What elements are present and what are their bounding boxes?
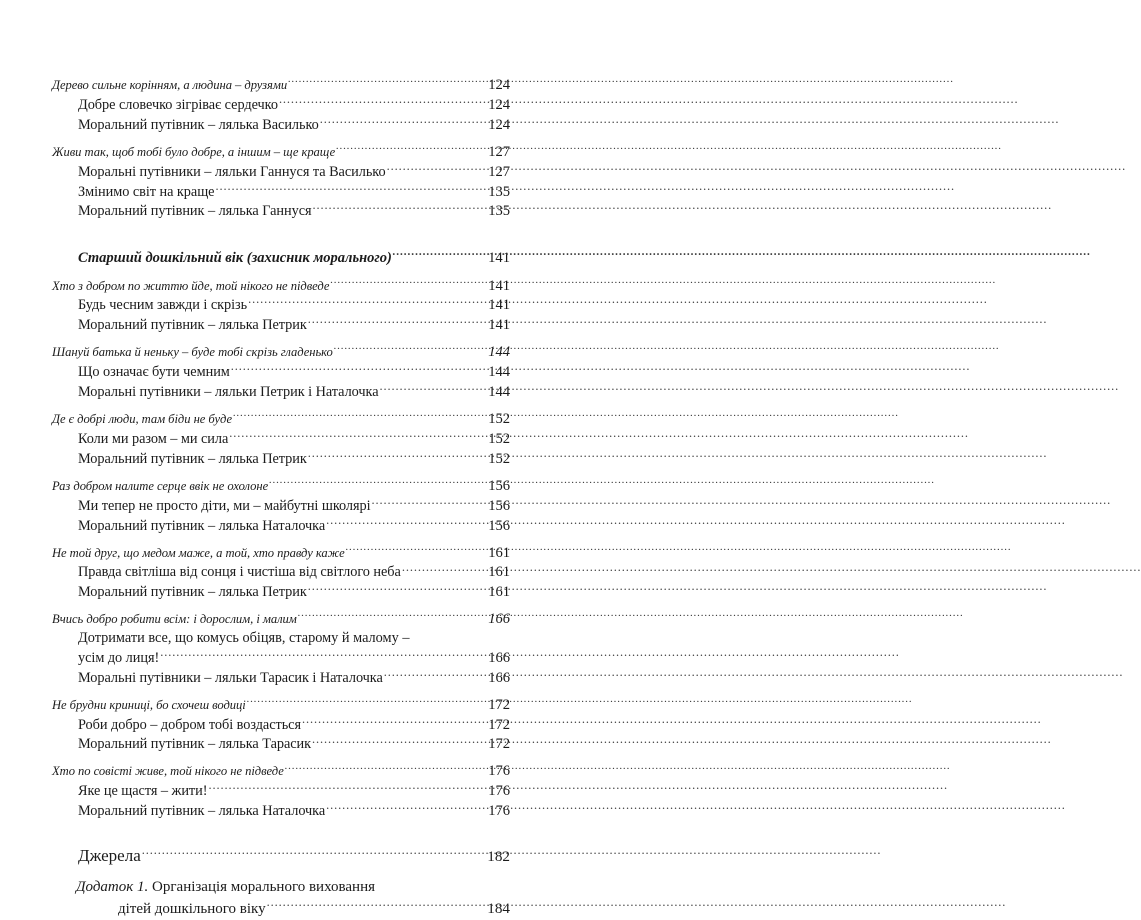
- sources-entry-label: Джерела: [78, 846, 141, 866]
- dot-leader: [288, 76, 481, 89]
- dot-leader: [336, 143, 481, 156]
- toc-entry-a1-1-label: Змінимо світ на краще: [78, 183, 215, 200]
- sources-entry[interactable]: [78, 844, 510, 868]
- toc-entry-c0-1-page: 172: [488, 736, 510, 753]
- appendix-title-line2[interactable]: [118, 898, 510, 920]
- dot-leader: [285, 763, 482, 776]
- toc-entry-b4-1-page: 161: [488, 584, 510, 601]
- toc-entry-a0-0-page: 124: [488, 96, 510, 113]
- toc-entry-b0-1[interactable]: [78, 315, 510, 335]
- toc-entry-b4-1[interactable]: [78, 582, 510, 602]
- toc-entry-b0-1-page: 141: [488, 317, 510, 334]
- toc-heading-b4-page: 161: [488, 544, 510, 561]
- toc-entry-b1-1[interactable]: [78, 382, 510, 402]
- toc-entry-wrapped-0-label: Моральні путівники – ляльки Тарасик і Наталочка: [78, 669, 383, 686]
- toc-heading-wrapped-label: Вчись добро робити всім: і дорослим, і малим: [52, 612, 297, 627]
- toc-entry-c1-1-page: 176: [488, 803, 510, 820]
- toc-entry-b3-0-page: 156: [488, 497, 510, 514]
- toc-entry-wrapped-line2-page: 166: [488, 649, 510, 666]
- dot-leader: [248, 295, 481, 309]
- toc-entry-a1-0-label: Моральні путівники – ляльки Ганнуся та Василько: [78, 163, 386, 180]
- toc-heading-b4-label: Не той друг, що медом маже, а той, хто правду каже: [52, 545, 345, 560]
- toc-heading-a0-page: 124: [488, 77, 510, 93]
- toc-heading-b3-label: Раз добром налите серце ввік не охолоне: [52, 478, 269, 493]
- toc-entry-b3-0-label: Ми тепер не просто діти, ми – майбутні школярі: [78, 497, 371, 514]
- toc-heading-b2-label: Де є добрі люди, там біди не буде: [52, 412, 233, 427]
- group-gap: [52, 221, 510, 229]
- group-gap: [52, 821, 510, 829]
- dot-leader: [334, 344, 482, 357]
- toc-heading-b1-page: 144: [488, 344, 510, 361]
- toc-heading-wrapped[interactable]: [52, 610, 510, 629]
- toc-entry-b2-0-label: Коли ми разом – ми сила: [78, 430, 229, 447]
- dot-leader: [384, 667, 482, 681]
- dot-leader: [320, 114, 482, 128]
- toc-entry-b3-1[interactable]: [78, 515, 510, 535]
- toc-entry-b2-1-label: Моральний путівник – лялька Петрик: [78, 450, 307, 467]
- toc-entry-c1-0-page: 176: [488, 783, 510, 800]
- section-header-page: 141: [488, 249, 510, 266]
- toc-heading-b2-page: 152: [488, 411, 510, 428]
- toc-entry-b1-1-label: Моральні путівники – ляльки Петрик і Наталочка: [78, 384, 379, 401]
- toc-entry-c0-0-label: Роби добро – добром тобі воздасться: [78, 716, 302, 733]
- toc-entry-a1-2-page: 135: [488, 203, 510, 220]
- dot-leader: [387, 161, 482, 175]
- toc-heading-c0-label: Не брудни криниці, бо схочеш водиці: [52, 697, 246, 712]
- toc-entry-a1-2[interactable]: [78, 201, 510, 221]
- dot-leader: [142, 844, 482, 861]
- toc-heading-a1-page: 127: [488, 143, 510, 160]
- toc-entry-b2-1[interactable]: [78, 449, 510, 469]
- toc-entry-wrapped-0-page: 166: [488, 669, 510, 686]
- toc-entry-b0-1-label: Моральний путівник – лялька Петрик: [78, 317, 307, 334]
- dot-leader: [380, 382, 482, 396]
- dot-leader: [393, 247, 482, 262]
- toc-entry-b1-1-page: 144: [488, 384, 510, 401]
- toc-entry-b3-1-page: 156: [488, 517, 510, 534]
- toc-entry-a1-0-page: 127: [488, 163, 510, 180]
- dot-leader: [312, 734, 481, 748]
- toc-entry-b4-0-page: 161: [488, 564, 510, 581]
- toc-body: [52, 76, 510, 920]
- dot-leader: [279, 95, 482, 109]
- dot-leader: [160, 648, 481, 662]
- dot-leader: [372, 495, 482, 509]
- section-header-label: Старший дошкільний вік (захисник морального): [78, 249, 392, 266]
- toc-entry-a0-1[interactable]: [78, 114, 510, 134]
- toc-entry-c0-1[interactable]: [78, 734, 510, 754]
- toc-entry-a0-1-page: 124: [488, 116, 510, 133]
- toc-entry-b0-0-label: Будь чесним завжди і скрізь: [78, 297, 248, 314]
- dot-leader: [298, 611, 482, 624]
- dot-leader: [326, 515, 481, 529]
- toc-entry-b2-1-page: 152: [488, 450, 510, 467]
- toc-heading-b3-page: 156: [488, 477, 510, 494]
- dot-leader: [229, 429, 481, 443]
- toc-heading-a1-label: Живи так, щоб тобі було добре, а іншим – ще краще: [52, 144, 336, 159]
- toc-entry-b0-0-page: 141: [488, 297, 510, 314]
- toc-heading-c1-page: 176: [488, 763, 510, 780]
- dot-leader: [247, 696, 482, 709]
- dot-leader: [231, 362, 482, 376]
- section-header[interactable]: [78, 247, 510, 267]
- toc-heading-wrapped-page: 166: [488, 611, 510, 628]
- toc-entry-b2-0-page: 152: [488, 430, 510, 447]
- appendix-gap-before: [52, 868, 510, 877]
- dot-leader: [208, 781, 481, 795]
- dot-leader: [313, 201, 482, 215]
- toc-entry-b1-0-label: Що означає бути чемним: [78, 364, 230, 381]
- toc-heading-b0-label: Хто з добром по життю йде, той нікого не підведе: [52, 278, 330, 293]
- toc-entry-b1-0-page: 144: [488, 364, 510, 381]
- toc-entry-wrapped-0[interactable]: [78, 667, 510, 687]
- toc-entry-c0-0-page: 172: [488, 716, 510, 733]
- dot-leader: [269, 477, 481, 490]
- toc-entry-c1-0-label: Яке це щастя – жити!: [78, 783, 208, 800]
- dot-leader: [302, 714, 481, 728]
- toc-entry-a0-0-label: Добре словечко зігріває сердечко: [78, 96, 278, 113]
- toc-entry-b4-0-label: Правда світліша від сонця і чистіша від світлого неба: [78, 564, 401, 581]
- dot-leader: [267, 898, 482, 913]
- dot-leader: [215, 181, 481, 195]
- toc-heading-c1-label: Хто по совісті живе, той нікого не підведе: [52, 764, 284, 779]
- dot-leader: [346, 544, 482, 557]
- appendix-title-line2-page: 184: [487, 900, 510, 918]
- appendix-label: Додаток 1.: [76, 879, 149, 896]
- dot-leader: [233, 410, 481, 423]
- toc-heading-a0-label: Дерево сильне корінням, а людина – друзями: [52, 78, 288, 92]
- appendix-title-text: Організація морального виховання: [152, 879, 376, 896]
- dot-leader: [402, 562, 482, 576]
- toc-entry-wrapped-line2-label: усім до лиця!: [78, 649, 160, 666]
- toc-entry-c0-1-label: Моральний путівник – лялька Тарасик: [78, 736, 312, 753]
- dot-leader: [308, 582, 482, 596]
- sources-entry-page: 182: [487, 848, 510, 866]
- toc-entry-b3-1-label: Моральний путівник – лялька Наталочка: [78, 517, 326, 534]
- toc-heading-c0-page: 172: [488, 696, 510, 713]
- toc-heading-b1-label: Шануй батька й неньку – буде тобі скрізь гладенько: [52, 345, 333, 360]
- dot-leader: [308, 449, 482, 463]
- toc-entry-a1-2-label: Моральний путівник – лялька Ганнуся: [78, 203, 312, 220]
- toc-entry-wrapped-line1[interactable]: Дотримати все, що комусь обіцяв, старому й малому –: [78, 629, 410, 646]
- toc-entry-b4-1-label: Моральний путівник – лялька Петрик: [78, 584, 307, 601]
- toc-entry-c1-1-label: Моральний путівник – лялька Наталочка: [78, 803, 326, 820]
- toc-entry-c1-1[interactable]: [78, 801, 510, 821]
- toc-heading-b0-page: 141: [488, 277, 510, 294]
- dot-leader: [330, 277, 481, 290]
- appendix-title-line2-label: дітей дошкільного віку: [118, 901, 266, 918]
- dot-leader: [308, 315, 482, 329]
- toc-entry-a1-1-page: 135: [488, 183, 510, 200]
- toc-entry-a0-1-label: Моральний путівник – лялька Василько: [78, 116, 319, 133]
- dot-leader: [326, 801, 481, 815]
